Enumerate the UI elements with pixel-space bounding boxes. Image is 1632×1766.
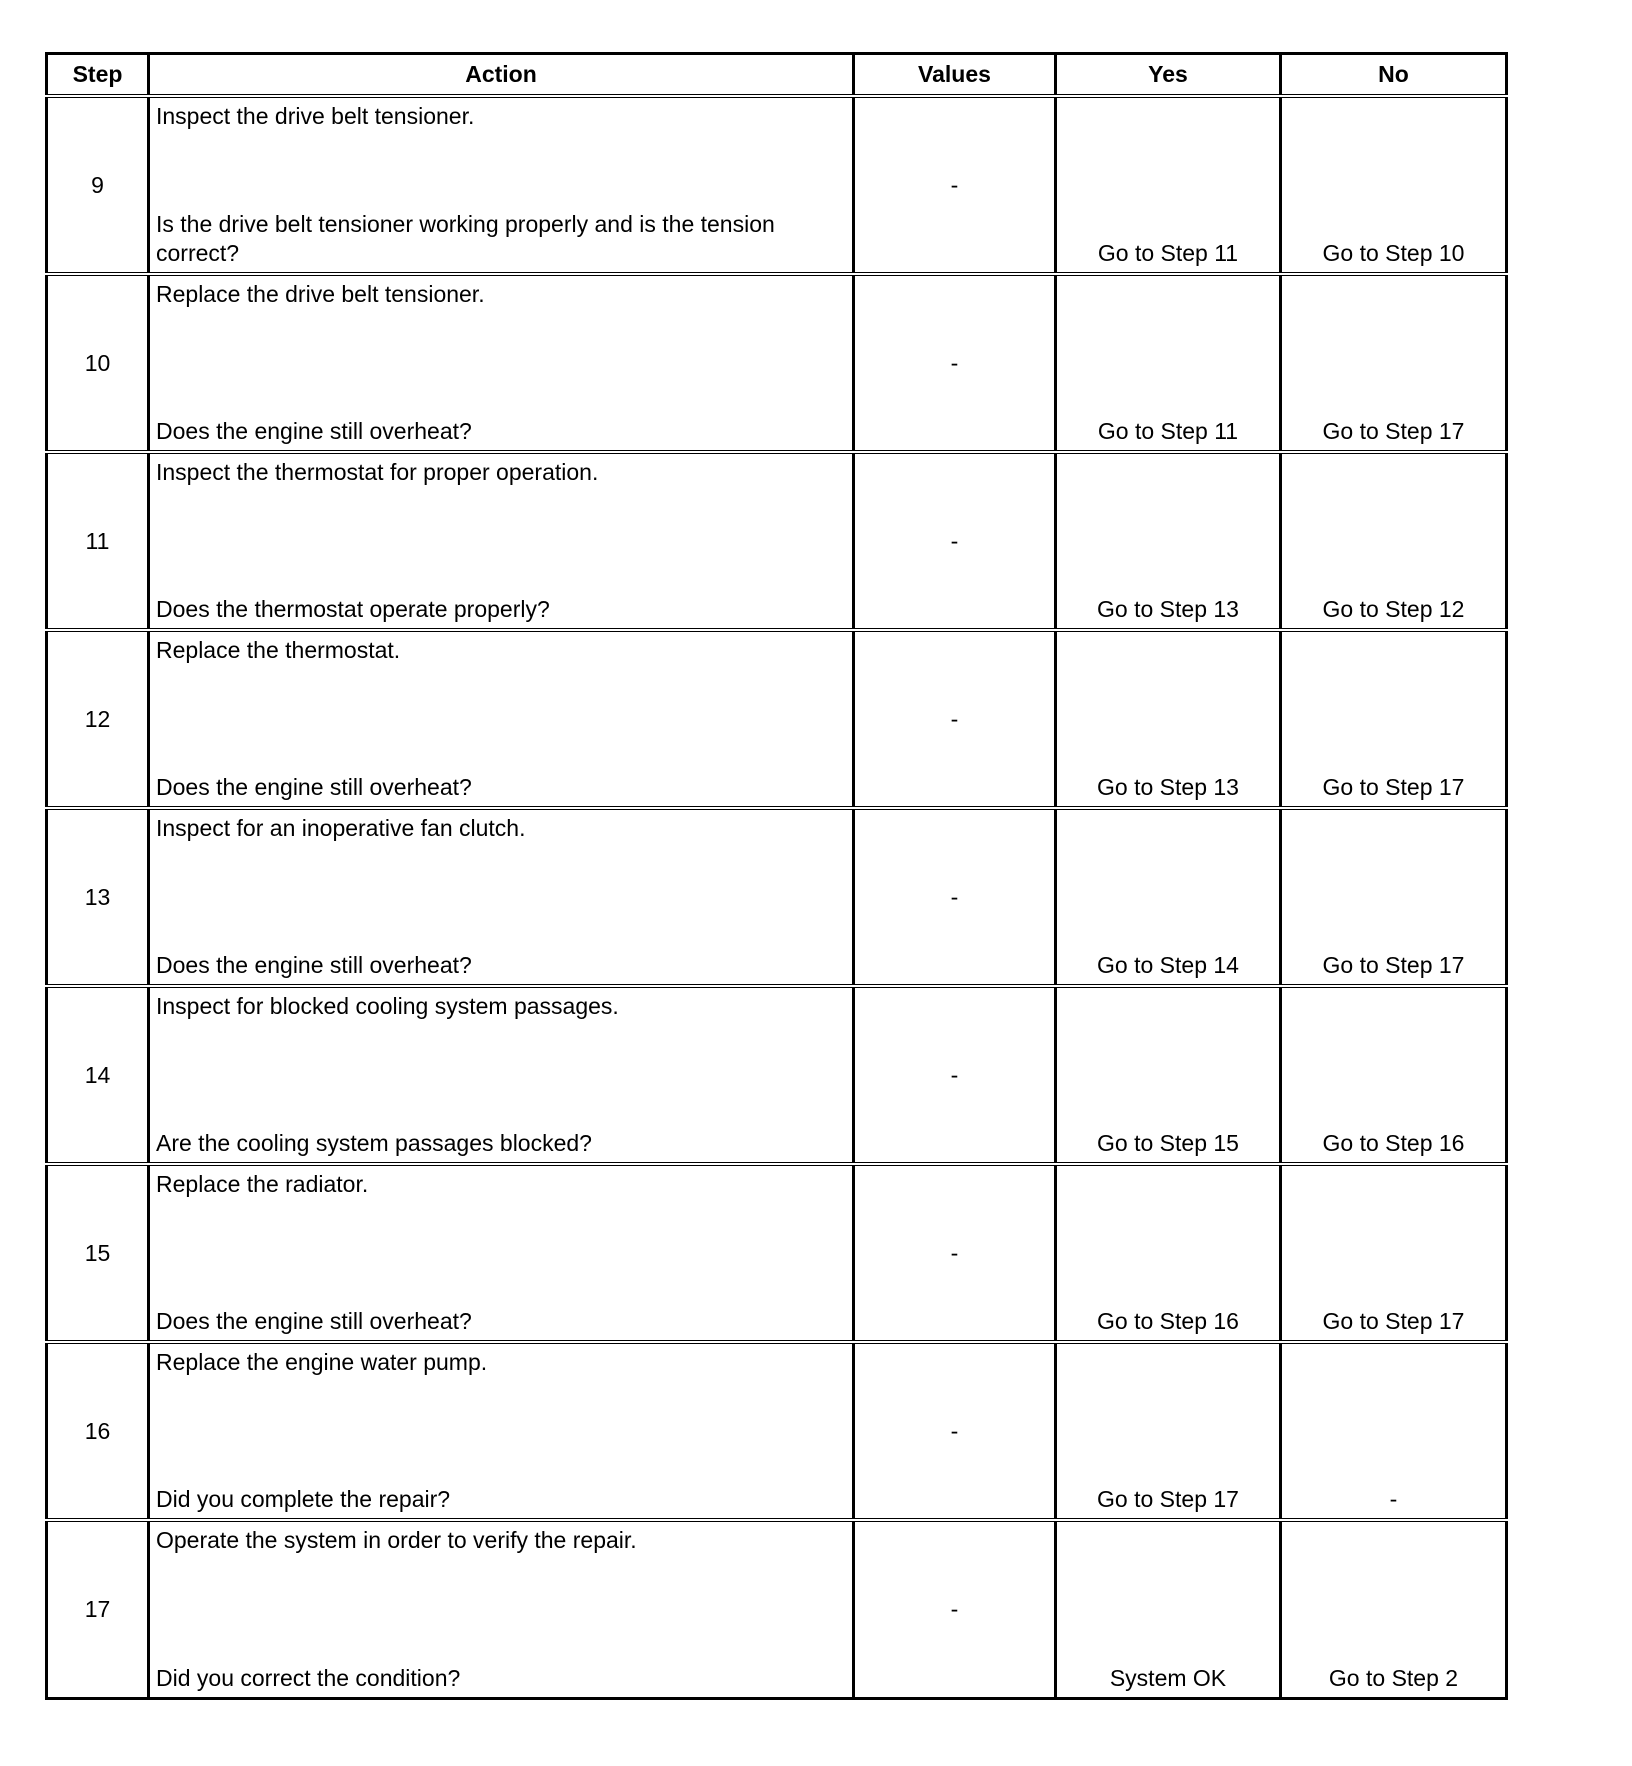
action-question: Is the drive belt tensioner working properly and is the tension correct? [156, 211, 775, 266]
yes-outcome: Go to Step 13 [1056, 452, 1281, 630]
table-row [47, 1342, 1507, 1520]
yes-outcome: Go to Step 11 [1056, 96, 1281, 274]
action-question: Does the engine still overheat? [156, 418, 472, 444]
action-cell [149, 274, 854, 452]
values-cell: - [854, 1520, 1056, 1698]
action-question: Did you complete the repair? [156, 1486, 451, 1512]
table-row [47, 96, 1507, 274]
action-cell [149, 808, 854, 986]
action-cell [149, 1342, 854, 1520]
action-instruction: Replace the engine water pump. [156, 1349, 488, 1375]
table-row [47, 630, 1507, 808]
yes-outcome: Go to Step 14 [1056, 808, 1281, 986]
action-instruction: Inspect for blocked cooling system passages. [156, 993, 619, 1019]
yes-outcome: Go to Step 11 [1056, 274, 1281, 452]
values-cell: - [854, 274, 1056, 452]
table-row [47, 1520, 1507, 1698]
step-number: 11 [47, 452, 149, 630]
yes-outcome: System OK [1056, 1520, 1281, 1698]
no-outcome: Go to Step 17 [1281, 274, 1507, 452]
step-number: 12 [47, 630, 149, 808]
no-outcome: Go to Step 12 [1281, 452, 1507, 630]
action-instruction: Replace the radiator. [156, 1171, 369, 1197]
yes-outcome: Go to Step 15 [1056, 986, 1281, 1164]
yes-outcome: Go to Step 17 [1056, 1342, 1281, 1520]
action-instruction: Inspect the drive belt tensioner. [156, 103, 475, 129]
no-outcome: Go to Step 10 [1281, 96, 1507, 274]
table-header-row [47, 54, 1507, 97]
diagnostic-steps-table [45, 52, 1508, 1700]
action-question: Did you correct the condition? [156, 1664, 461, 1691]
header-no: No [1281, 54, 1507, 97]
values-cell: - [854, 808, 1056, 986]
step-number: 13 [47, 808, 149, 986]
action-cell [149, 1164, 854, 1342]
action-cell [149, 986, 854, 1164]
no-outcome: Go to Step 17 [1281, 1164, 1507, 1342]
values-cell: - [854, 630, 1056, 808]
values-cell: - [854, 452, 1056, 630]
action-instruction: Replace the thermostat. [156, 637, 401, 663]
table-row [47, 986, 1507, 1164]
action-cell [149, 630, 854, 808]
step-number: 14 [47, 986, 149, 1164]
action-instruction: Operate the system in order to verify the repair. [156, 1527, 637, 1553]
no-outcome: Go to Step 17 [1281, 808, 1507, 986]
step-number: 17 [47, 1520, 149, 1698]
table-row [47, 1164, 1507, 1342]
values-cell: - [854, 1164, 1056, 1342]
step-number: 15 [47, 1164, 149, 1342]
action-instruction: Inspect the thermostat for proper operation. [156, 459, 599, 485]
table-row [47, 274, 1507, 452]
header-step: Step [47, 54, 149, 97]
values-cell: - [854, 96, 1056, 274]
action-cell [149, 96, 854, 274]
values-cell: - [854, 986, 1056, 1164]
table-body [47, 96, 1507, 1698]
step-number: 9 [47, 96, 149, 274]
header-action: Action [149, 54, 854, 97]
yes-outcome: Go to Step 16 [1056, 1164, 1281, 1342]
action-question: Does the engine still overheat? [156, 774, 472, 800]
no-outcome: Go to Step 16 [1281, 986, 1507, 1164]
table-row [47, 452, 1507, 630]
action-question: Does the engine still overheat? [156, 952, 472, 978]
step-number: 10 [47, 274, 149, 452]
header-yes: Yes [1056, 54, 1281, 97]
action-instruction: Replace the drive belt tensioner. [156, 281, 485, 307]
action-cell [149, 452, 854, 630]
step-number: 16 [47, 1342, 149, 1520]
action-question: Does the engine still overheat? [156, 1308, 472, 1334]
action-cell [149, 1520, 854, 1698]
action-question: Does the thermostat operate properly? [156, 596, 550, 622]
diagnostic-table-container [45, 52, 1505, 1700]
action-question: Are the cooling system passages blocked? [156, 1130, 592, 1156]
table-row [47, 808, 1507, 986]
values-cell: - [854, 1342, 1056, 1520]
no-outcome: Go to Step 17 [1281, 630, 1507, 808]
action-instruction: Inspect for an inoperative fan clutch. [156, 815, 526, 841]
yes-outcome: Go to Step 13 [1056, 630, 1281, 808]
no-outcome: - [1281, 1342, 1507, 1520]
header-values: Values [854, 54, 1056, 97]
no-outcome: Go to Step 2 [1281, 1520, 1507, 1698]
